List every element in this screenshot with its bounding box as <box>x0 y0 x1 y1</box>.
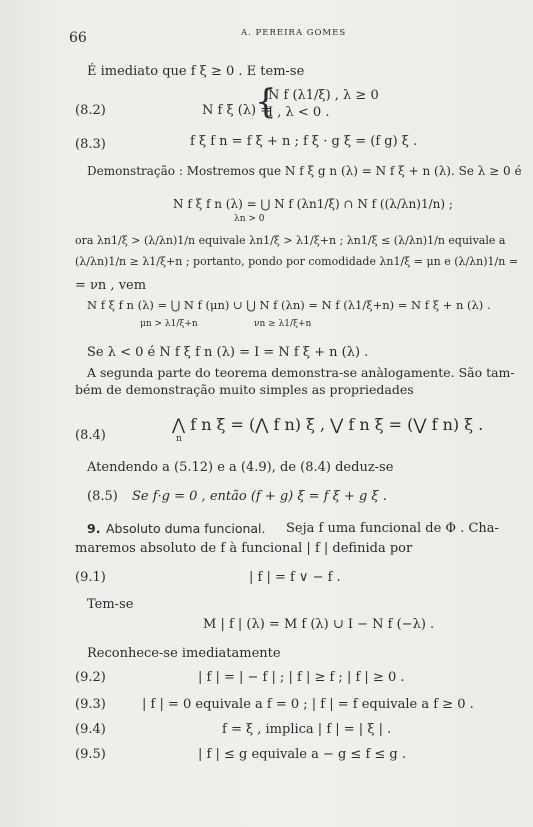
equation-body: Se f·g = 0 , então (f + g) ξ = f ξ + g ξ . <box>132 489 387 504</box>
running-title: A. PEREIRA GOMES <box>241 28 347 38</box>
equation-label: (9.2) <box>75 670 106 685</box>
text-line: É imediato que f ξ ≥ 0 . E tem-se <box>87 64 305 79</box>
brace-symbol: { <box>255 82 277 122</box>
equation-label: (9.3) <box>75 697 106 712</box>
text-line: maremos absoluto de f à funcional | f | definida por <box>75 541 413 556</box>
text-line: (λ/λn)1/n ≥ λ1/ξ+n ; portanto, pondo por comodidade λn1/ξ = μn e (λ/λn)1/n = <box>75 255 519 268</box>
equation-body: | f | = | − f | ; | f | ≥ f ; | f | ≥ 0 . <box>198 670 405 685</box>
equation-label: (8.3) <box>75 137 106 152</box>
equation-case: N f (λ1/ξ) , λ ≥ 0 <box>268 88 379 103</box>
text-line: Demonstração : Mostremos que N f ξ g n (λ) = N f ξ + n (λ). Se λ ≥ 0 é <box>87 164 522 178</box>
union-subscript: λn > 0 <box>234 214 265 224</box>
text-line: A segunda parte do teorema demonstra-se anàlogamente. São tam- <box>87 365 515 380</box>
equation-label: (8.2) <box>75 103 106 118</box>
equation-label: (9.5) <box>75 747 106 762</box>
section-title: Absoluto duma funcional. <box>106 521 266 536</box>
union-subscript: νn ≥ λ1/ξ+n <box>254 319 312 329</box>
text-line: bém de demonstração muito simples as propriedades <box>75 382 414 397</box>
equation-label: (9.4) <box>75 722 106 737</box>
text-line: Tem-se <box>87 597 134 612</box>
equation-label: (9.1) <box>75 570 106 585</box>
equation-label: (8.5) <box>87 489 118 504</box>
equation-body: | f | ≤ g equivale a − g ≤ f ≤ g . <box>198 747 407 762</box>
section-number: 9. <box>87 521 101 536</box>
union-subscript: μn > λ1/ξ+n <box>140 319 198 329</box>
equation-body: | f | = 0 equivale a f = 0 ; | f | = f equivale a f ≥ 0 . <box>142 697 474 712</box>
wedge-subscript: n <box>176 434 182 444</box>
equation-body: | f | = f ∨ − f . <box>249 570 341 585</box>
text-line: Reconhece-se imediatamente <box>87 646 281 661</box>
equation-label: (8.4) <box>75 428 106 443</box>
text-line: Atendendo a (5.12) e a (4.9), de (8.4) deduz-se <box>87 460 394 475</box>
equation-body: ⋀ f n ξ = (⋀ f n) ξ , ⋁ f n ξ = (⋁ f n) ξ . <box>172 415 484 434</box>
page-number: 66 <box>69 30 87 46</box>
text-line: = νn , vem <box>75 278 147 293</box>
equation-body: M | f | (λ) = M f (λ) ∪ I − N f (−λ) . <box>203 617 435 632</box>
text-line: ora λn1/ξ > (λ/λn)1/n equivale λn1/ξ > λ1/ξ+n ; λn1/ξ ≤ (λ/λn)1/n equivale a <box>75 234 506 247</box>
equation-lhs: N f ξ (λ) = <box>202 103 272 118</box>
text-line: Se λ < 0 é N f ξ f n (λ) = I = N f ξ + n (λ) . <box>87 345 369 360</box>
equation-body: N f ξ f n (λ) = ⋃ N f (μn) ∪ ⋃ N f (λn) = N f (λ1/ξ+n) = N f ξ + n (λ) . <box>87 298 491 312</box>
text-line: Seja f uma funcional de Φ . Cha- <box>286 521 499 536</box>
equation-body: f ξ f n = f ξ + n ; f ξ · g ξ = (f g) ξ . <box>190 134 418 149</box>
equation-case: I , λ < 0 . <box>268 105 330 120</box>
equation-body: f = ξ , implica | f | = | ξ | . <box>222 722 392 737</box>
equation-body: N f ξ f n (λ) = ⋃ N f (λn1/ξ) ∩ N f ((λ/λn)1/n) ; <box>173 197 453 211</box>
